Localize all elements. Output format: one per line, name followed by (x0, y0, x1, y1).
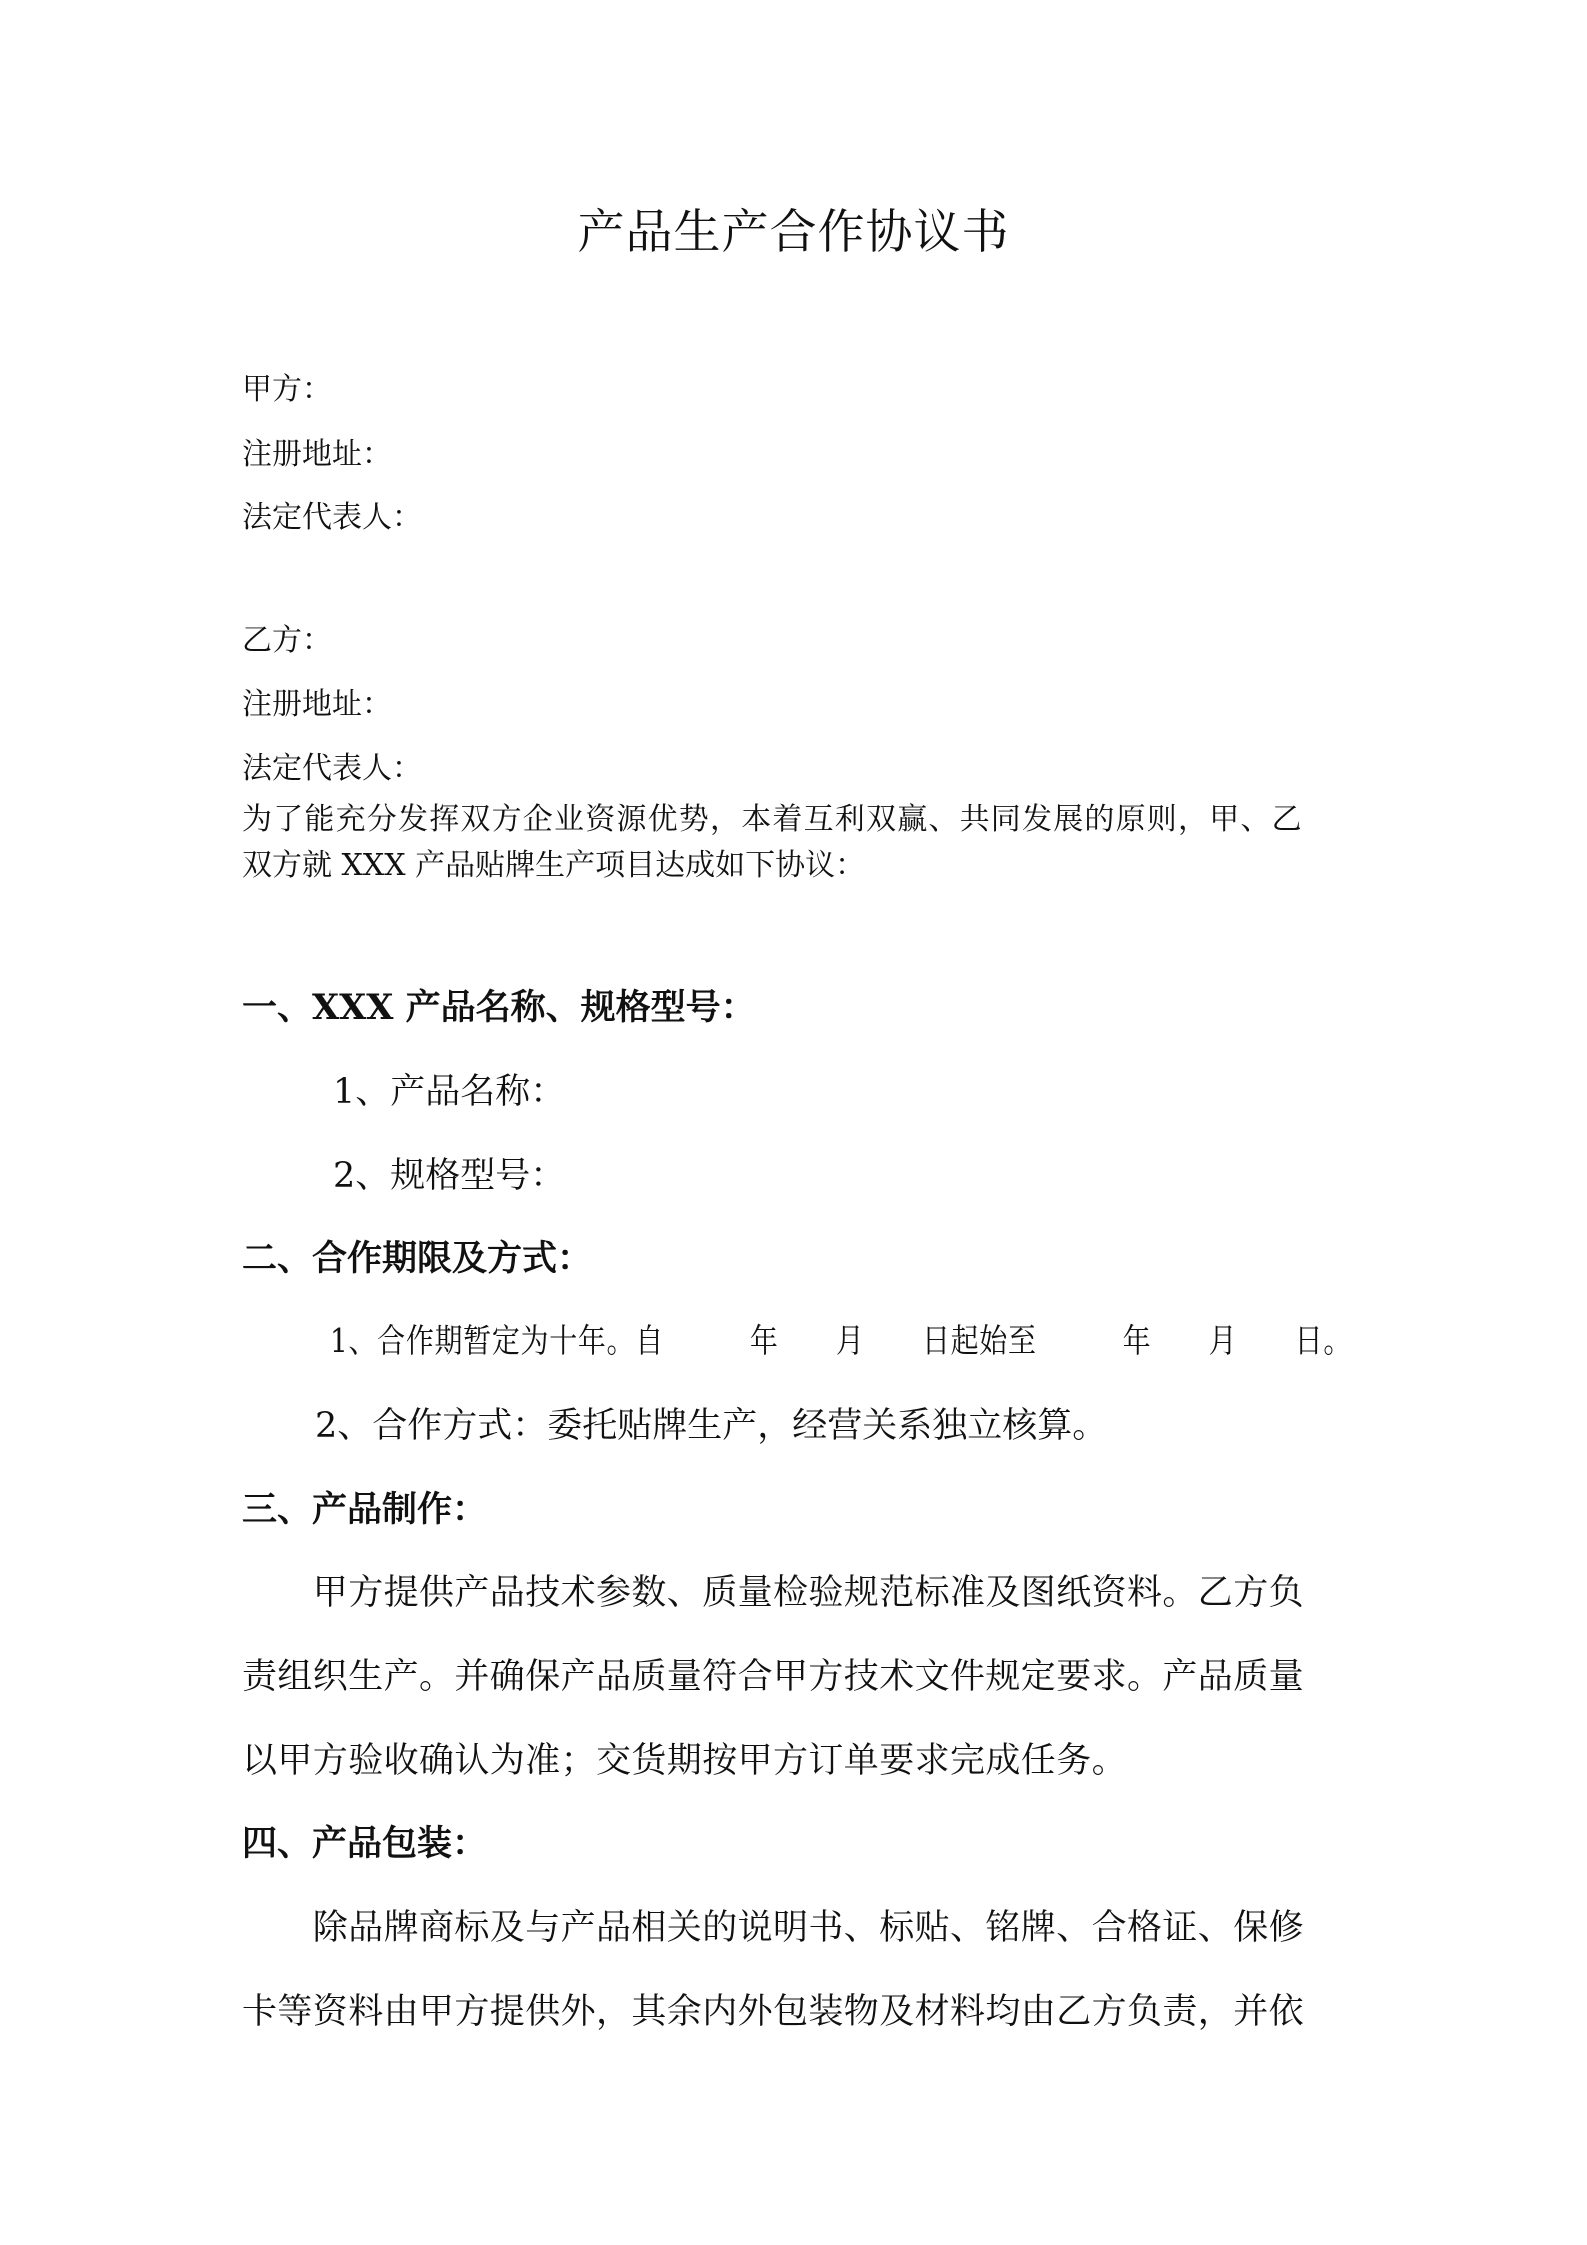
document-title: 产品生产合作协议书 (577, 205, 1010, 260)
section-2-heading: 二、合作期限及方式： (242, 1238, 593, 1279)
section-2-item-mode: 2、合作方式：委托贴牌生产，经营关系独立核算。 (315, 1406, 1108, 1446)
party-a-rep-label: 法定代表人： (242, 500, 422, 535)
section-1-heading: 一、XXX 产品名称、规格型号： (242, 987, 756, 1028)
section-1-item-product-name: 1、产品名称： (333, 1072, 566, 1112)
intro-line-2: 双方就 XXX 产品贴牌生产项目达成如下协议： (242, 848, 866, 883)
party-b-address-label: 注册地址： (242, 687, 392, 722)
section-4-heading: 四、产品包装： (242, 1823, 488, 1864)
intro-line-1: 为了能充分发挥双方企业资源优势，本着互利双赢、共同发展的原则，甲、乙 (242, 802, 1303, 837)
section-3-line-2: 责组织生产。并确保产品质量符合甲方技术文件规定要求。产品质量 (242, 1657, 1305, 1697)
section-1-item-model: 2、规格型号： (333, 1156, 566, 1196)
party-b-rep-label: 法定代表人： (242, 751, 422, 786)
section-3-heading: 三、产品制作： (242, 1489, 488, 1530)
section-4-line-1: 除品牌商标及与产品相关的说明书、标贴、铭牌、合格证、保修 (242, 1908, 1305, 1948)
party-a-name-label: 甲方： (242, 372, 332, 407)
section-3-line-1: 甲方提供产品技术参数、质量检验规范标准及图纸资料。乙方负 (242, 1573, 1305, 1613)
section-3-line-3: 以甲方验收确认为准；交货期按甲方订单要求完成任务。 (242, 1741, 1128, 1781)
section-4-line-2: 卡等资料由甲方提供外，其余内外包装物及材料均由乙方负责，并依 (242, 1992, 1305, 2032)
party-b-name-label: 乙方： (242, 623, 332, 658)
party-a-address-label: 注册地址： (242, 437, 392, 472)
section-2-item-term: 1、合作期暂定为十年。自 年 月 日起始至 年 月 日。 (330, 1321, 1353, 1360)
